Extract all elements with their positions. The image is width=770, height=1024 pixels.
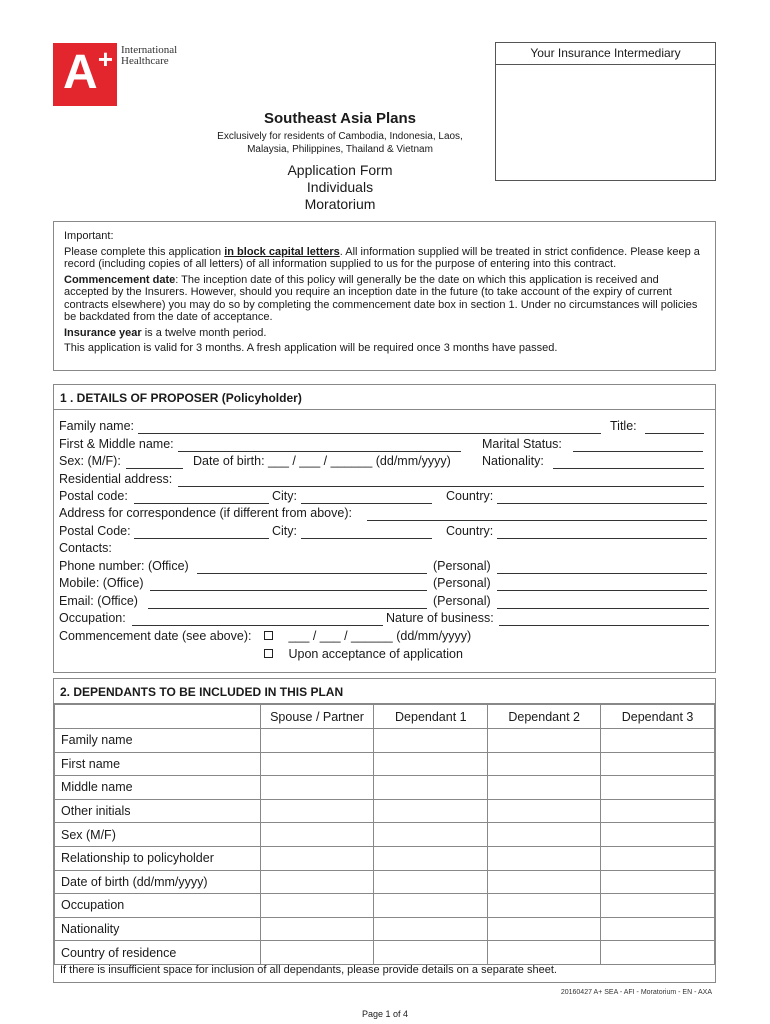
input-cell[interactable]: [374, 729, 488, 753]
input-cell[interactable]: [260, 752, 374, 776]
section-proposer: [53, 384, 716, 673]
family-name-field[interactable]: [138, 433, 601, 434]
table-row: [55, 729, 715, 753]
input-cell[interactable]: [374, 776, 488, 800]
email-office-label: Email: (Office): [59, 594, 138, 608]
mobile-personal-label: (Personal): [433, 576, 491, 590]
city2-label: City:: [272, 524, 297, 538]
table-row: [55, 870, 715, 894]
mobile-office-label: Mobile: (Office): [59, 576, 144, 590]
residential-label: Residential address:: [59, 472, 173, 486]
table-header-row: [55, 705, 715, 729]
form-title: Application Form Individuals Moratorium: [287, 162, 393, 212]
input-cell[interactable]: [488, 894, 601, 918]
input-cell[interactable]: [488, 776, 601, 800]
input-cell[interactable]: [374, 894, 488, 918]
logo-letter: A: [63, 46, 96, 99]
input-cell[interactable]: [260, 823, 374, 847]
checkbox-icon[interactable]: [264, 631, 273, 640]
input-cell[interactable]: [601, 729, 715, 753]
input-cell[interactable]: [260, 941, 374, 965]
input-cell[interactable]: [488, 941, 601, 965]
table-row: [55, 823, 715, 847]
page-number: Page 1 of 4: [361, 1009, 409, 1019]
row-label: First name: [55, 752, 261, 776]
input-cell[interactable]: [601, 917, 715, 941]
table-row: [55, 917, 715, 941]
page-subtitle: Exclusively for residents of Cambodia, Indonesia, Laos, Malaysia, Philippines, Thailand & Vietnam: [217, 131, 463, 155]
phone-personal-field[interactable]: [497, 573, 707, 574]
business-field[interactable]: [499, 625, 709, 626]
phone-office-field[interactable]: [197, 573, 427, 574]
sex-label: Sex: (M/F):: [59, 454, 121, 468]
contacts-label: Contacts:: [59, 541, 112, 555]
input-cell[interactable]: [260, 894, 374, 918]
first-middle-label: First & Middle name:: [59, 437, 174, 451]
column-header: Dependant 1: [374, 705, 488, 729]
row-label: Sex (M/F): [55, 823, 261, 847]
title-field[interactable]: [645, 433, 704, 434]
row-label: Middle name: [55, 776, 261, 800]
input-cell[interactable]: [260, 846, 374, 870]
correspondence-label: Address for correspondence (if different from above):: [59, 506, 352, 520]
country2-label: Country:: [446, 524, 494, 538]
table-row: [55, 799, 715, 823]
section-title: 1 . DETAILS OF PROPOSER (Policyholder): [54, 385, 715, 410]
title-label: Title:: [610, 419, 637, 433]
input-cell[interactable]: [601, 752, 715, 776]
upon-acceptance-option[interactable]: Upon acceptance of application: [262, 647, 463, 661]
correspondence-field[interactable]: [367, 520, 707, 521]
input-cell[interactable]: [488, 870, 601, 894]
row-label: Country of residence: [55, 941, 261, 965]
city2-field[interactable]: [301, 538, 432, 539]
intermediary-box[interactable]: [495, 42, 716, 181]
logo-plus-icon: +: [97, 44, 113, 74]
mobile-personal-field[interactable]: [497, 590, 707, 591]
row-label: Family name: [55, 729, 261, 753]
city-label: City:: [272, 489, 297, 503]
document-code: 20160427 A+ SEA - AFI - Moratorium - EN - AXA: [560, 989, 712, 996]
column-header: Spouse / Partner: [260, 705, 374, 729]
input-cell[interactable]: [260, 776, 374, 800]
table-row: [55, 941, 715, 965]
input-cell[interactable]: [488, 917, 601, 941]
commencement-label: Commencement date (see above):: [59, 629, 252, 643]
table-row: [55, 776, 715, 800]
input-cell[interactable]: [488, 846, 601, 870]
input-cell[interactable]: [374, 752, 488, 776]
residential-field[interactable]: [178, 486, 704, 487]
input-cell[interactable]: [488, 799, 601, 823]
input-cell[interactable]: [488, 729, 601, 753]
email-personal-field[interactable]: [497, 608, 709, 609]
input-cell[interactable]: [601, 894, 715, 918]
brand-logo: [53, 43, 117, 106]
input-cell[interactable]: [488, 823, 601, 847]
column-header: Dependant 2: [488, 705, 601, 729]
mobile-office-field[interactable]: [150, 590, 427, 591]
phone-office-label: Phone number: (Office): [59, 559, 189, 573]
input-cell[interactable]: [374, 846, 488, 870]
row-label: Nationality: [55, 917, 261, 941]
country-label: Country:: [446, 489, 494, 503]
phone-personal-label: (Personal): [433, 559, 491, 573]
input-cell[interactable]: [374, 917, 488, 941]
sex-field[interactable]: [126, 468, 183, 469]
important-notice: Important: Please complete this application in block capital letters. All information supplied will be treated in strict confidence. Please keep a record (including copies of all letters) of all information supplied to us for the purpose of entering into this contract. Commencement date: The inception date of this policy will generally be the date on which this application is received and accepted by the Insurers. However, should you require an inception date in the future (to take account of the expiry of current contracts elsewhere) you may do so by completing the commencement date box in section 1. Under no circumstances will policies be backdated from the date of acceptance. Insurance year is a twelve month period. This application is valid for 3 months. A fresh application will be required once 3 months have passed.: [53, 221, 716, 371]
country-field[interactable]: [497, 503, 707, 504]
table-row: [55, 752, 715, 776]
row-label: Other initials: [55, 799, 261, 823]
input-cell[interactable]: [601, 846, 715, 870]
input-cell[interactable]: [374, 870, 488, 894]
first-middle-field[interactable]: [178, 451, 461, 452]
section-dependants: [53, 678, 716, 983]
nationality-label: Nationality:: [482, 454, 544, 468]
marital-field[interactable]: [573, 451, 703, 452]
postal-code-label: Postal code:: [59, 489, 128, 503]
input-cell[interactable]: [601, 776, 715, 800]
input-cell[interactable]: [488, 752, 601, 776]
postal-code2-field[interactable]: [134, 538, 269, 539]
row-label: Relationship to policyholder: [55, 846, 261, 870]
input-cell[interactable]: [601, 799, 715, 823]
dependants-table: [54, 704, 715, 965]
postal-code-field[interactable]: [134, 503, 269, 504]
section-title: 2. DEPENDANTS TO BE INCLUDED IN THIS PLAN: [54, 679, 715, 704]
city-field[interactable]: [301, 503, 432, 504]
input-cell[interactable]: [374, 941, 488, 965]
intermediary-label: Your Insurance Intermediary: [496, 43, 715, 65]
input-cell[interactable]: [260, 870, 374, 894]
email-personal-label: (Personal): [433, 594, 491, 608]
table-row: [55, 894, 715, 918]
business-label: Nature of business:: [386, 611, 494, 625]
family-name-label: Family name:: [59, 419, 135, 433]
input-cell[interactable]: [260, 917, 374, 941]
dependants-note: If there is insufficient space for inclusion of all dependants, please provide details on a separate sheet.: [60, 964, 557, 976]
input-cell[interactable]: [374, 799, 488, 823]
table-row: [55, 846, 715, 870]
input-cell[interactable]: [374, 823, 488, 847]
checkbox-icon[interactable]: [264, 649, 273, 658]
row-label: Date of birth (dd/mm/yyyy): [55, 870, 261, 894]
occupation-field[interactable]: [132, 625, 383, 626]
postal-code2-label: Postal Code:: [59, 524, 131, 538]
row-label: Occupation: [55, 894, 261, 918]
input-cell[interactable]: [601, 823, 715, 847]
column-header: Dependant 3: [601, 705, 715, 729]
page-title: Southeast Asia Plans: [264, 110, 416, 127]
marital-label: Marital Status:: [482, 437, 562, 451]
nationality-field[interactable]: [553, 468, 704, 469]
commencement-date-option[interactable]: ___ / ___ / ______ (dd/mm/yyyy): [262, 629, 471, 643]
email-office-field[interactable]: [148, 608, 427, 609]
input-cell[interactable]: [260, 729, 374, 753]
country2-field[interactable]: [497, 538, 707, 539]
brand-name: International Healthcare: [121, 44, 178, 67]
occupation-label: Occupation:: [59, 611, 126, 625]
input-cell[interactable]: [601, 870, 715, 894]
input-cell[interactable]: [260, 799, 374, 823]
dob-field[interactable]: Date of birth: ___ / ___ / ______ (dd/mm/yyyy): [193, 454, 451, 468]
input-cell[interactable]: [601, 941, 715, 965]
